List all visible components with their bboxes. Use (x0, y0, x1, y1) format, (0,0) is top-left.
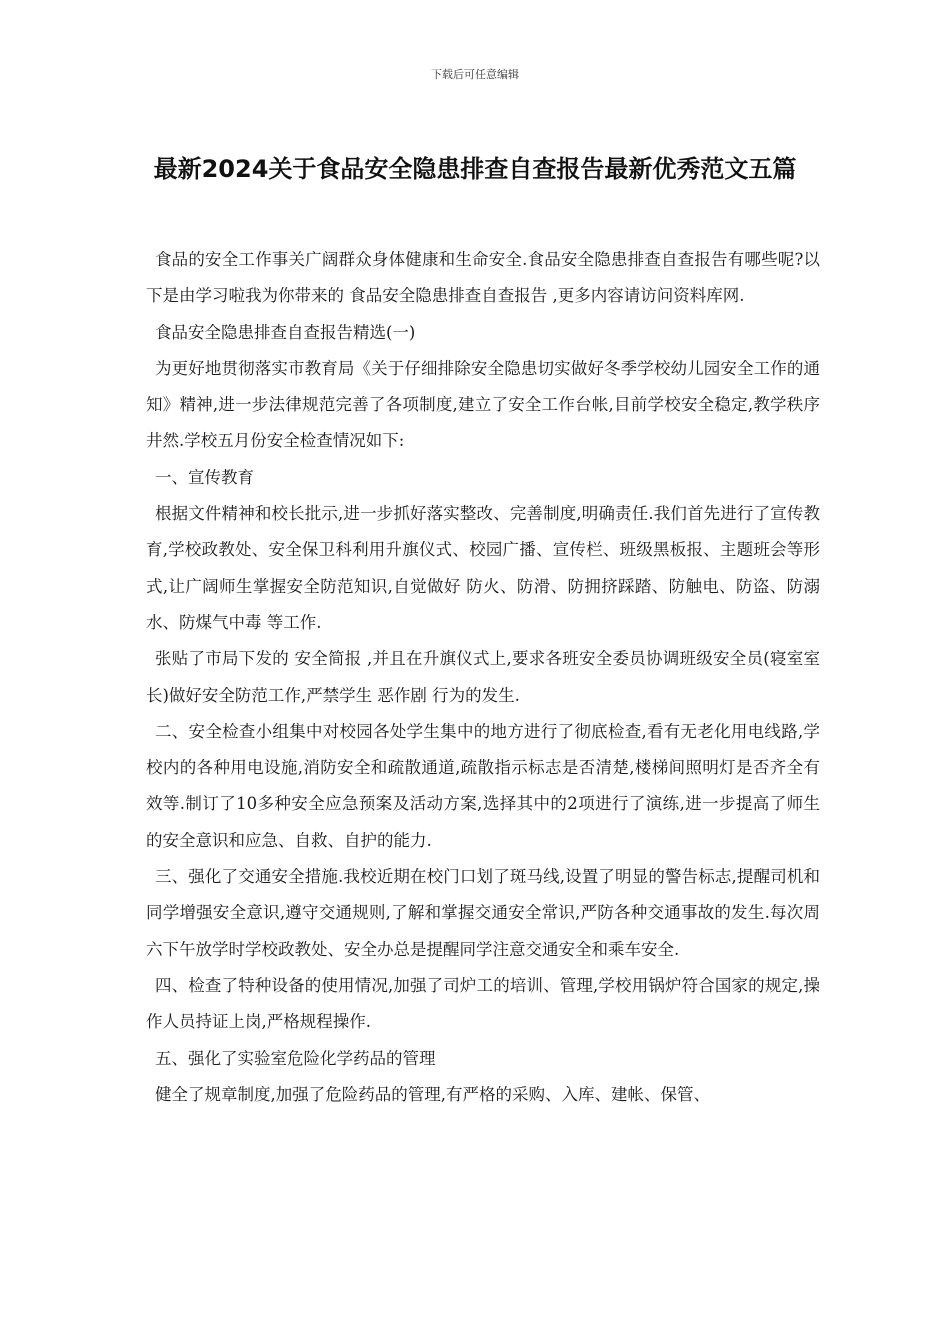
paragraph: 二、安全检查小组集中对校园各处学生集中的地方进行了彻底检查,看有无老化用电线路,学校内的各种用电设施,消防安全和疏散通道,疏散指示标志是否清楚,楼梯间照明灯是否齐全有效等.制订了10多种安全应急预案及活动方案,选择其中的2项进行了演练,进一步提高了师生的安全意识和应急、自救、自护的能力. (146, 721, 820, 850)
paragraph: 为更好地贯彻落实市教育局《关于仔细排除安全隐患切实做好冬季学校幼儿园安全工作的通知》精神,进一步法律规范完善了各项制度,建立了安全工作台帐,目前学校安全稳定,教学秩序井然.学校五月份安全检查情况如下: (146, 358, 820, 451)
paragraph: 四、检查了特种设备的使用情况,加强了司炉工的培训、管理,学校用锅炉符合国家的规定,操作人员持证上岗,严格规程操作. (146, 975, 820, 1032)
paragraph: 根据文件精神和校长批示,进一步抓好落实整改、完善制度,明确责任.我们首先进行了宣传教育,学校政教处、安全保卫科利用升旗仪式、校园广播、宣传栏、班级黑板报、主题班会等形式,让广阔师生掌握安全防范知识,自觉做好 防火、防滑、防拥挤踩踏、防触电、防盗、防溺水、防煤气中毒 等工作. (146, 504, 820, 632)
subsection-heading: 一、宣传教育 (155, 467, 254, 487)
paragraph: 张贴了市局下发的 安全简报 ,并且在升旗仪式上,要求各班安全委员协调班级安全员(寝室室长)做好安全防范工作,严禁学生 恶作剧 行为的发生. (146, 649, 820, 705)
paragraph: 三、强化了交通安全措施.我校近期在校门口划了斑马线,设置了明显的警告标志,提醒司机和同学增强安全意识,遵守交通规则,了解和掌握交通安全常识,严防各种交通事故的发生.每次周六下午放学时学校政教处、安全办总是提醒同学注意交通安全和乘车安全. (146, 867, 820, 959)
document-body (146, 242, 820, 1113)
paragraph-intro: 食品的安全工作事关广阔群众身体健康和生命安全.食品安全隐患排查自查报告有哪些呢?以下是由学习啦我为你带来的 食品安全隐患排查自查报告 ,更多内容请访问资料库网. (146, 250, 820, 306)
document-title: 最新2024关于食品安全隐患排查自查报告最新优秀范文五篇 (153, 155, 797, 183)
header-note: 下载后可任意编辑 (431, 68, 519, 81)
subsection-heading: 五、强化了实验室危险化学药品的管理 (155, 1048, 436, 1068)
paragraph: 健全了规章制度,加强了危险药品的管理,有严格的采购、入库、建帐、保管、 (155, 1084, 710, 1104)
section-heading-1: 食品安全隐患排查自查报告精选(一) (155, 322, 416, 342)
